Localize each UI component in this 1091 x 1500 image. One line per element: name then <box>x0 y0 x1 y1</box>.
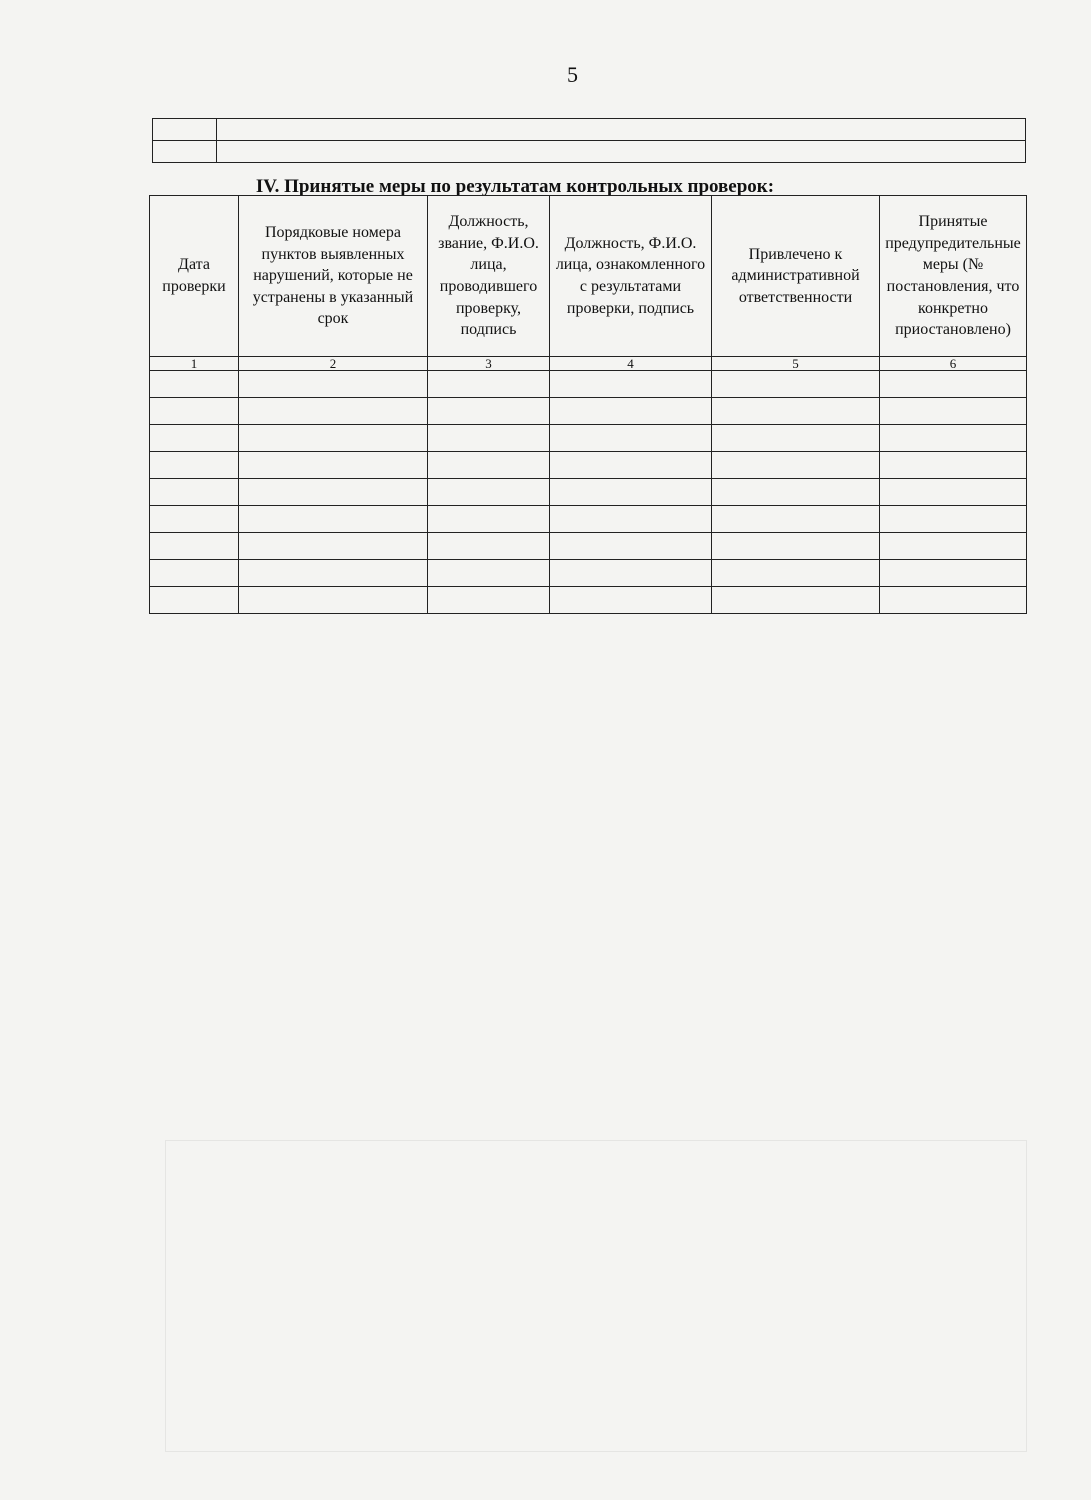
table-cell <box>880 425 1027 452</box>
table-row <box>150 371 1027 398</box>
table-row <box>150 533 1027 560</box>
table-cell <box>550 425 712 452</box>
table-row <box>150 452 1027 479</box>
table-row <box>153 119 1026 141</box>
section-title: IV. Принятые меры по результатам контрольных проверок: <box>255 176 775 197</box>
table-row <box>150 479 1027 506</box>
control-checks-table <box>149 195 1027 614</box>
table-row <box>153 141 1026 163</box>
table-cell <box>712 479 880 506</box>
table-cell <box>150 560 239 587</box>
header-check-date: Дата проверки <box>150 196 239 357</box>
table-cell <box>880 560 1027 587</box>
table-cell <box>239 452 428 479</box>
table-cell <box>428 452 550 479</box>
table-cell <box>239 533 428 560</box>
table-row <box>150 425 1027 452</box>
table-cell <box>550 506 712 533</box>
table-header-row <box>150 196 1027 357</box>
table-cell <box>150 506 239 533</box>
table-cell <box>880 452 1027 479</box>
table-cell <box>239 398 428 425</box>
header-inspector: Должность, звание, Ф.И.О. лица, проводившего проверку, подпись <box>428 196 550 357</box>
table-cell <box>217 141 1026 163</box>
column-number-row <box>150 357 1027 371</box>
table-row <box>150 398 1027 425</box>
table-cell <box>217 119 1026 141</box>
table-cell <box>428 371 550 398</box>
column-number: 2 <box>239 357 428 371</box>
table-row <box>150 560 1027 587</box>
table-cell <box>428 587 550 614</box>
table-cell <box>880 371 1027 398</box>
table-cell <box>712 425 880 452</box>
header-acquainted-person: Должность, Ф.И.О. лица, ознакомленного с результатами проверки, подпись <box>550 196 712 357</box>
continued-table <box>152 118 1026 163</box>
page-number: 5 <box>567 62 578 87</box>
table-cell <box>712 452 880 479</box>
table-row <box>150 506 1027 533</box>
table-cell <box>428 560 550 587</box>
table-cell <box>550 452 712 479</box>
table-cell <box>880 587 1027 614</box>
table-cell <box>712 587 880 614</box>
table-cell <box>712 506 880 533</box>
table-cell <box>550 371 712 398</box>
table-cell <box>712 371 880 398</box>
table-row <box>150 587 1027 614</box>
table-cell <box>550 560 712 587</box>
table-cell <box>150 533 239 560</box>
column-number: 5 <box>712 357 880 371</box>
table-cell <box>150 371 239 398</box>
show-through-area <box>165 1140 1027 1452</box>
table-cell <box>712 560 880 587</box>
table-cell <box>150 587 239 614</box>
table-cell <box>239 371 428 398</box>
table-cell <box>153 141 217 163</box>
table-cell <box>239 425 428 452</box>
header-administrative-liability: Привлечено к административной ответственности <box>712 196 880 357</box>
column-number: 1 <box>150 357 239 371</box>
column-number: 6 <box>880 357 1027 371</box>
table-cell <box>712 398 880 425</box>
table-cell <box>239 479 428 506</box>
table-cell <box>150 398 239 425</box>
table-cell <box>712 533 880 560</box>
table-cell <box>550 587 712 614</box>
column-number: 3 <box>428 357 550 371</box>
header-violation-numbers: Порядковые номера пунктов выявленных нарушений, которые не устранены в указанный срок <box>239 196 428 357</box>
column-number: 4 <box>550 357 712 371</box>
table-cell <box>428 479 550 506</box>
table-cell <box>550 533 712 560</box>
header-preventive-measures: Принятые предупредительные меры (№ постановления, что конкретно приостановлено) <box>880 196 1027 357</box>
table-cell <box>428 506 550 533</box>
table-cell <box>880 398 1027 425</box>
table-cell <box>880 506 1027 533</box>
table-cell <box>150 479 239 506</box>
table-cell <box>428 398 550 425</box>
table-cell <box>880 533 1027 560</box>
table-cell <box>239 506 428 533</box>
table-cell <box>150 452 239 479</box>
table-cell <box>550 398 712 425</box>
table-cell <box>880 479 1027 506</box>
table-cell <box>150 425 239 452</box>
table-cell <box>153 119 217 141</box>
table-cell <box>428 425 550 452</box>
table-cell <box>239 587 428 614</box>
table-cell <box>550 479 712 506</box>
table-cell <box>239 560 428 587</box>
table-cell <box>428 533 550 560</box>
